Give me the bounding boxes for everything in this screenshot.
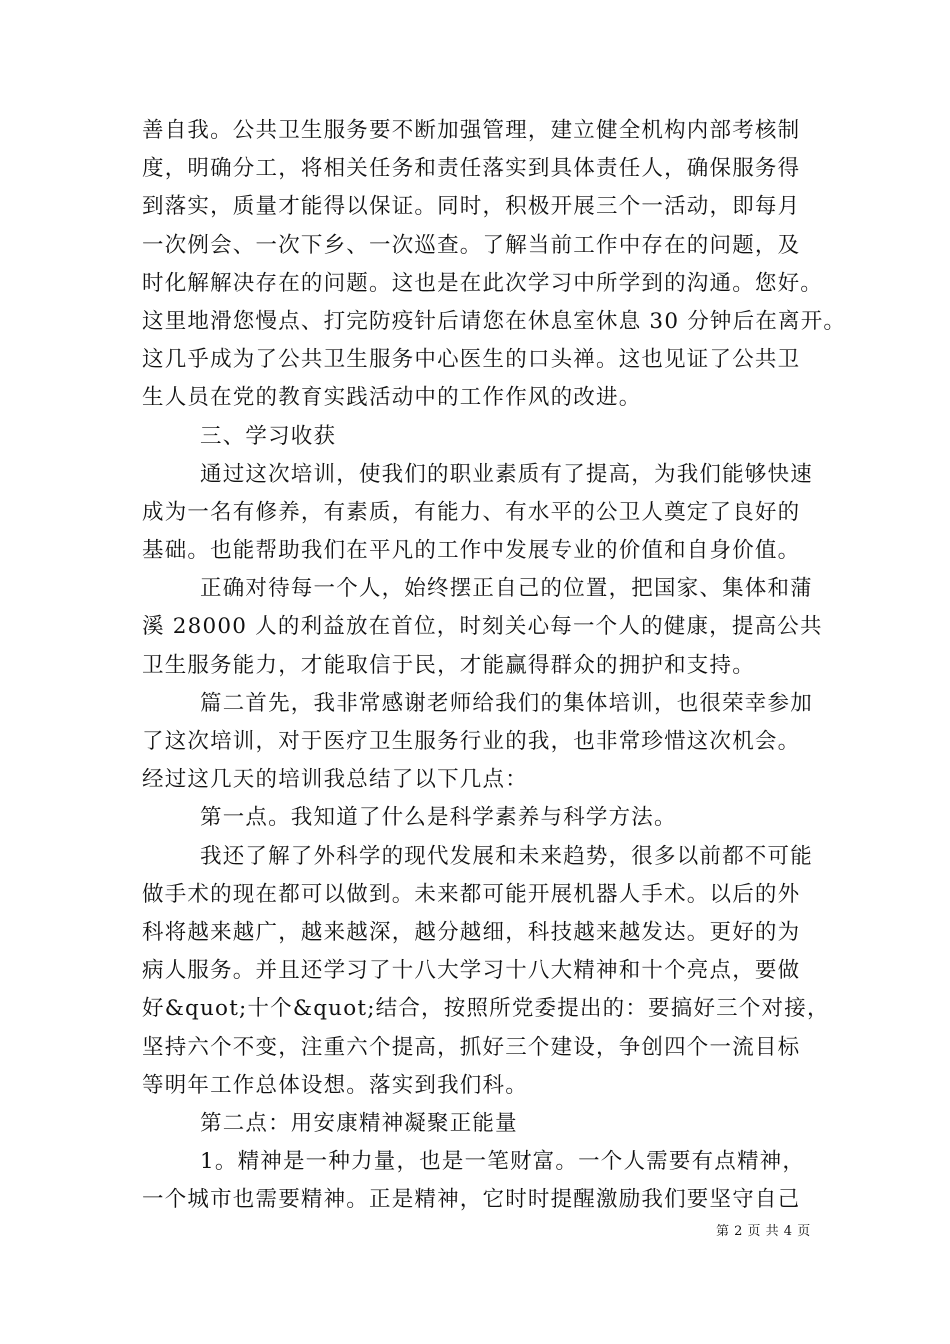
text-line: 经过这几天的培训我总结了以下几点： (142, 767, 528, 793)
text-line: 这几乎成为了公共卫生服务中心医生的口头禅。这也见证了公共卫 (142, 347, 801, 373)
text-line: 一个城市也需要精神。正是精神，它时时提醒激励我们要坚守自己 (142, 1187, 801, 1213)
section-heading: 第二点：用安康精神凝聚正能量 (200, 1110, 518, 1136)
text-line: 时化解解决存在的问题。这也是在此次学习中所学到的沟通。您好。 (142, 270, 824, 296)
text-line: 基础。也能帮助我们在平凡的工作中发展专业的价值和自身价值。 (142, 538, 801, 564)
text-line: 病人服务。并且还学习了十八大学习十八大精神和十个亮点，要做 (142, 958, 801, 984)
text-line: 做手术的现在都可以做到。未来都可能开展机器人手术。以后的外 (142, 881, 801, 907)
text-line: 第一点。我知道了什么是科学素养与科学方法。 (200, 805, 677, 831)
document-body (142, 112, 847, 1219)
text-line: 正确对待每一个人，始终摆正自己的位置，把国家、集体和蒲 (200, 576, 813, 602)
text-line: 科将越来越广，越来越深，越分越细，科技越来越发达。更好的为 (142, 919, 801, 945)
text-line: 卫生服务能力，才能取信于民，才能赢得群众的拥护和支持。 (142, 652, 755, 678)
text-line: 等明年工作总体设想。落实到我们科。 (142, 1072, 528, 1098)
text-line: 好&quot;十个&quot;结合，按照所党委提出的：要搞好三个对接， (142, 996, 830, 1022)
text-line: 我还了解了外科学的现代发展和未来趋势，很多以前都不可能 (200, 843, 813, 869)
text-line: 善自我。公共卫生服务要不断加强管理，建立健全机构内部考核制 (142, 118, 801, 143)
page-number: 第 2 页 共 4 页 (716, 1224, 811, 1239)
text-line: 了这次培训，对于医疗卫生服务行业的我，也非常珍惜这次机会。 (142, 729, 801, 754)
text-line: 度，明确分工，将相关任务和责任落实到具体责任人，确保服务得 (142, 156, 801, 182)
section-heading: 三、学习收获 (200, 423, 337, 449)
text-line: 篇二首先，我非常感谢老师给我们的集体培训，也很荣幸参加 (200, 690, 813, 716)
text-line: 溪 28000 人的利益放在首位，时刻关心每一个人的健康，提高公共 (142, 614, 823, 640)
text-line: 到落实，质量才能得以保证。同时，积极开展三个一活动，即每月 (142, 194, 801, 220)
text-line: 成为一名有修养，有素质，有能力、有水平的公卫人奠定了良好的 (142, 499, 801, 525)
text-line: 生人员在党的教育实践活动中的工作作风的改进。 (142, 385, 642, 411)
text-line: 这里地滑您慢点、打完防疫针后请您在休息室休息 30 分钟后在离开。 (142, 308, 847, 334)
text-line: 通过这次培训，使我们的职业素质有了提高，为我们能够快速 (200, 461, 813, 487)
text-line: 1。精神是一种力量，也是一笔财富。一个人需要有点精神， (200, 1149, 806, 1175)
text-line: 一次例会、一次下乡、一次巡查。了解当前工作中存在的问题，及 (142, 232, 801, 258)
text-line: 坚持六个不变，注重六个提高，抓好三个建设，争创四个一流目标 (142, 1034, 801, 1060)
